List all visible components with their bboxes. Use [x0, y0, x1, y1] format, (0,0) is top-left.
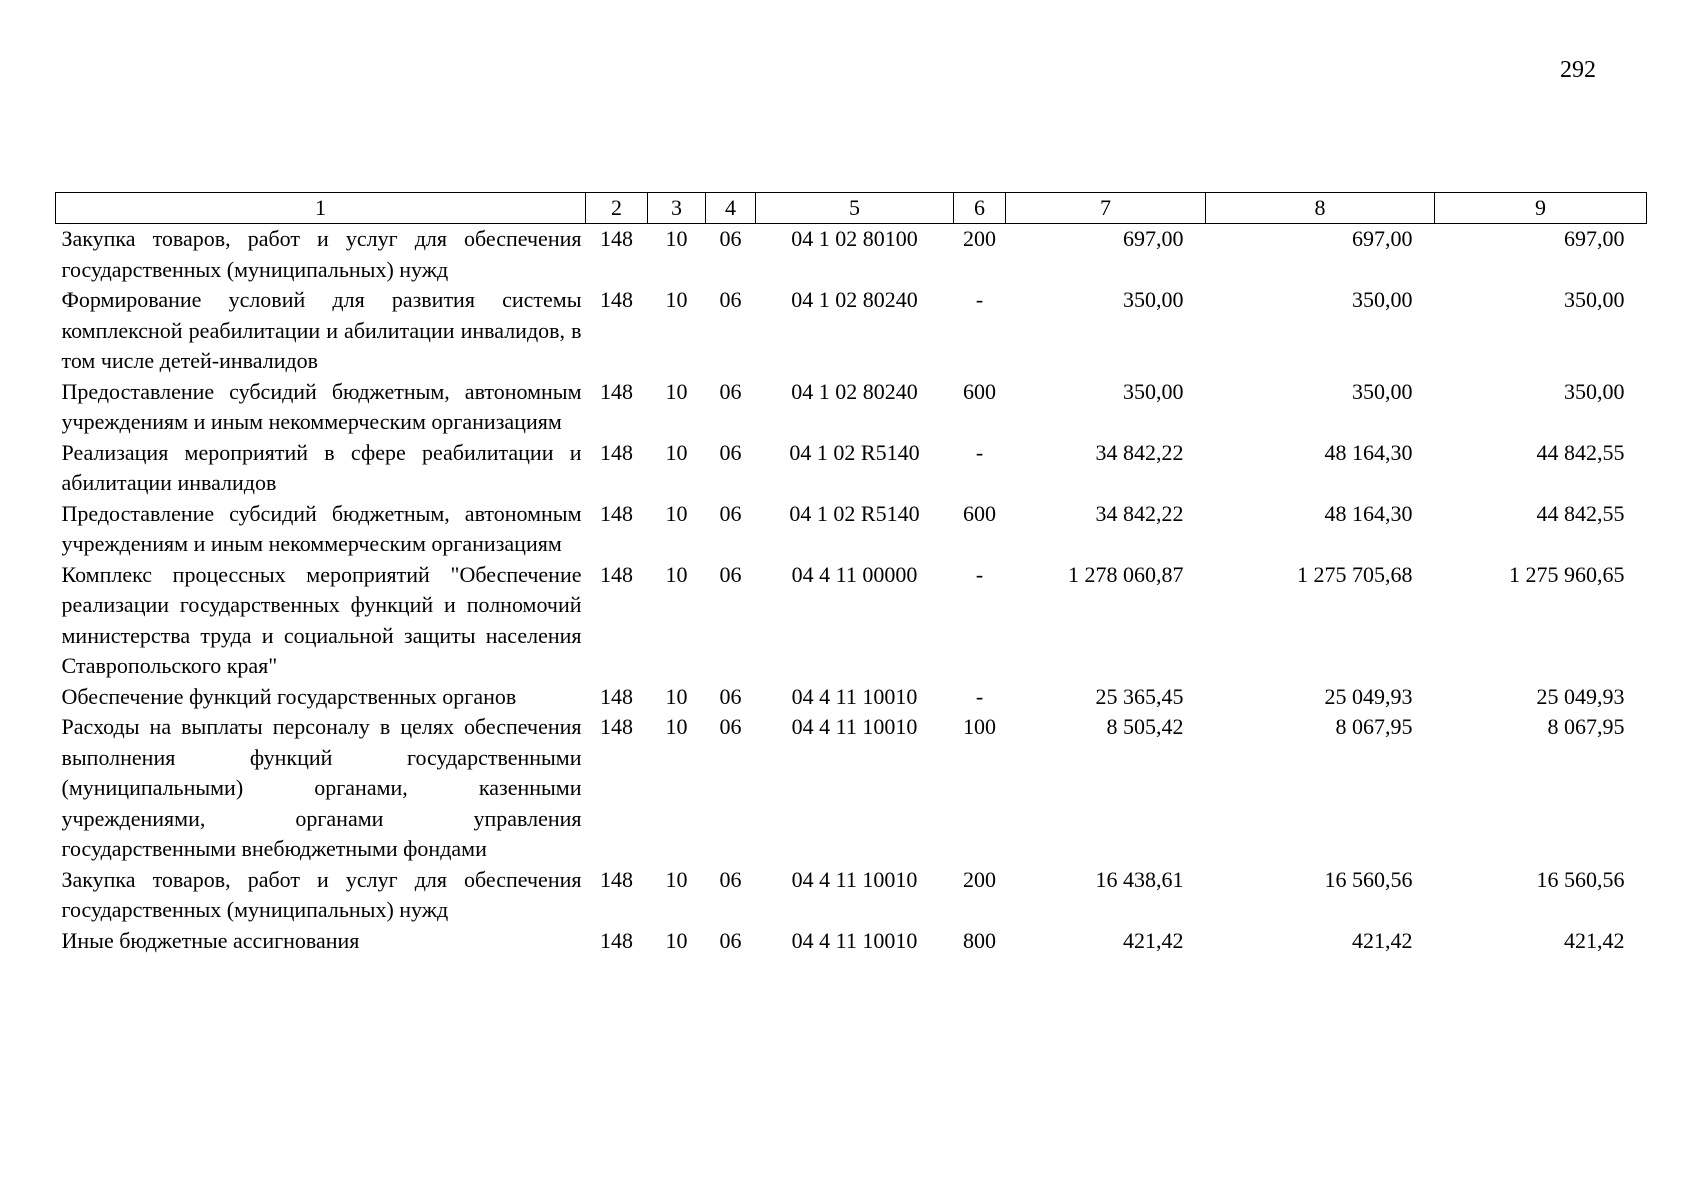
target-article-code: 04 4 11 10010 [791, 866, 918, 892]
subsection-code: 06 [719, 561, 742, 587]
expense-name: Предоставление субсидий бюджетным, автономным учреждениям и иным некоммерческим организациям [61, 500, 582, 556]
section-code: 10 [665, 439, 688, 465]
amount-column-7: 697,00 [1123, 226, 1184, 251]
amount-column-9: 697,00 [1564, 226, 1625, 251]
expense-name: Комплекс процессных мероприятий "Обеспечение реализации государственных функций и полномочий министерства труда и социальной защиты населения Ставропольского края" [61, 561, 582, 678]
page-number: 292 [1560, 57, 1596, 83]
column-header-5: 5 [756, 193, 954, 224]
expense-type-code: - [975, 683, 984, 709]
budget-table [55, 192, 1647, 956]
amount-column-8: 48 164,30 [1324, 500, 1413, 526]
ministry-code: 148 [600, 927, 633, 953]
amount-column-9: 44 842,55 [1536, 439, 1625, 465]
subsection-code: 06 [719, 500, 742, 526]
target-article-code: 04 4 11 10010 [791, 683, 918, 709]
target-article-code: 04 4 11 10010 [791, 714, 918, 739]
ministry-code: 148 [600, 561, 633, 587]
amount-column-8: 1 275 705,68 [1297, 561, 1413, 587]
expense-name: Обеспечение функций государственных органов [61, 683, 517, 709]
expense-type-code: 200 [963, 866, 996, 892]
column-header-6: 6 [954, 193, 1006, 224]
ministry-code: 148 [600, 683, 633, 709]
ministry-code: 148 [600, 378, 633, 404]
column-header-9: 9 [1435, 193, 1647, 224]
expense-name: Закупка товаров, работ и услуг для обеспечения государственных (муниципальных) нужд [61, 866, 582, 922]
target-article-code: 04 1 02 R5140 [789, 439, 920, 465]
expense-type-code: 200 [963, 226, 996, 251]
section-code: 10 [665, 500, 688, 526]
table-row [56, 438, 1647, 499]
amount-column-8: 350,00 [1352, 378, 1413, 404]
amount-column-9: 421,42 [1564, 927, 1625, 953]
subsection-code: 06 [719, 287, 742, 312]
column-header-4: 4 [706, 193, 756, 224]
table-row [56, 682, 1647, 713]
ministry-code: 148 [600, 500, 633, 526]
expense-type-code: - [975, 287, 984, 312]
amount-column-9: 16 560,56 [1536, 866, 1625, 892]
expense-type-code: - [975, 561, 984, 587]
subsection-code: 06 [719, 439, 742, 465]
target-article-code: 04 1 02 80240 [791, 287, 918, 312]
column-header-2: 2 [586, 193, 648, 224]
header-row [56, 193, 1647, 224]
target-article-code: 04 1 02 80100 [791, 226, 918, 251]
amount-column-8: 25 049,93 [1324, 683, 1413, 709]
ministry-code: 148 [600, 866, 633, 892]
target-article-code: 04 4 11 10010 [791, 927, 918, 953]
subsection-code: 06 [719, 866, 742, 892]
section-code: 10 [665, 287, 688, 312]
expense-type-code: 100 [963, 714, 996, 739]
amount-column-9: 350,00 [1564, 378, 1625, 404]
ministry-code: 148 [600, 439, 633, 465]
section-code: 10 [665, 927, 688, 953]
section-code: 10 [665, 683, 688, 709]
amount-column-7: 34 842,22 [1095, 500, 1184, 526]
table-header [56, 193, 1647, 224]
amount-column-7: 350,00 [1123, 287, 1184, 312]
amount-column-7: 350,00 [1123, 378, 1184, 404]
ministry-code: 148 [600, 287, 633, 312]
section-code: 10 [665, 378, 688, 404]
target-article-code: 04 4 11 00000 [791, 561, 918, 587]
column-header-3: 3 [648, 193, 706, 224]
section-code: 10 [665, 561, 688, 587]
table-row [56, 499, 1647, 560]
amount-column-9: 8 067,95 [1547, 714, 1625, 739]
amount-column-8: 350,00 [1352, 287, 1413, 312]
subsection-code: 06 [719, 714, 742, 739]
table-row [56, 865, 1647, 926]
ministry-code: 148 [600, 226, 633, 251]
table-row [56, 560, 1647, 682]
amount-column-8: 421,42 [1352, 927, 1413, 953]
section-code: 10 [665, 226, 688, 251]
amount-column-7: 34 842,22 [1095, 439, 1184, 465]
table-row [56, 712, 1647, 865]
table-row [56, 285, 1647, 377]
expense-type-code: - [975, 439, 984, 465]
target-article-code: 04 1 02 80240 [791, 378, 918, 404]
subsection-code: 06 [719, 378, 742, 404]
amount-column-9: 44 842,55 [1536, 500, 1625, 526]
ministry-code: 148 [600, 714, 633, 739]
expense-name: Предоставление субсидий бюджетным, автономным учреждениям и иным некоммерческим организациям [61, 378, 582, 434]
expense-name: Реализация мероприятий в сфере реабилитации и абилитации инвалидов [61, 439, 582, 495]
amount-column-9: 1 275 960,65 [1509, 561, 1625, 587]
amount-column-8: 697,00 [1352, 226, 1413, 251]
expense-type-code: 600 [963, 378, 996, 404]
amount-column-7: 16 438,61 [1095, 866, 1184, 892]
column-header-8: 8 [1206, 193, 1435, 224]
amount-column-9: 25 049,93 [1536, 683, 1625, 709]
expense-type-code: 800 [963, 927, 996, 953]
table-body [56, 224, 1647, 957]
expense-name: Иные бюджетные ассигнования [61, 927, 360, 953]
subsection-code: 06 [719, 226, 742, 251]
amount-column-9: 350,00 [1564, 287, 1625, 312]
amount-column-8: 8 067,95 [1335, 714, 1413, 739]
section-code: 10 [665, 714, 688, 739]
amount-column-7: 421,42 [1123, 927, 1184, 953]
expense-name: Формирование условий для развития системы комплексной реабилитации и абилитации инвалидов, в том числе детей-инвалидов [61, 287, 582, 373]
subsection-code: 06 [719, 683, 742, 709]
expense-name: Закупка товаров, работ и услуг для обеспечения государственных (муниципальных) нужд [61, 226, 582, 282]
amount-column-7: 25 365,45 [1095, 683, 1184, 709]
table-row [56, 377, 1647, 438]
amount-column-8: 48 164,30 [1324, 439, 1413, 465]
section-code: 10 [665, 866, 688, 892]
expense-type-code: 600 [963, 500, 996, 526]
amount-column-7: 1 278 060,87 [1068, 561, 1184, 587]
column-header-7: 7 [1006, 193, 1206, 224]
amount-column-8: 16 560,56 [1324, 866, 1413, 892]
table-row [56, 224, 1647, 286]
column-header-1: 1 [56, 193, 586, 224]
amount-column-7: 8 505,42 [1106, 714, 1184, 739]
subsection-code: 06 [719, 927, 742, 953]
target-article-code: 04 1 02 R5140 [789, 500, 920, 526]
table-row [56, 926, 1647, 957]
expense-name: Расходы на выплаты персоналу в целях обеспечения выполнения функций государственными (муниципальными) органами, казенными учреждениями, органами управления государственными внебюджетными фондами [61, 714, 582, 861]
